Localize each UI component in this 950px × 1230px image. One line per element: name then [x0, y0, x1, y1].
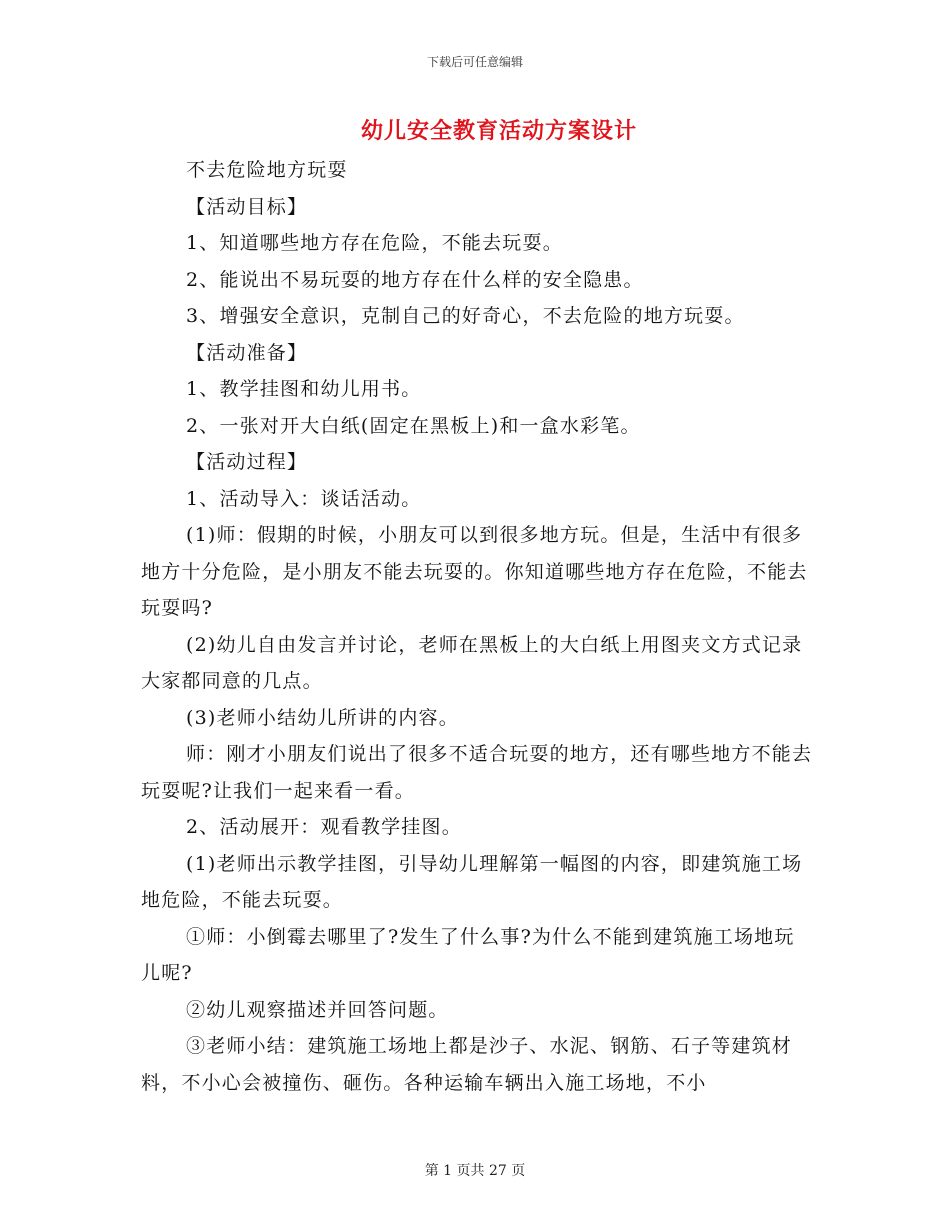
- list-item: 1、教学挂图和幼儿用书。: [186, 378, 422, 400]
- document-body: [141, 152, 813, 1101]
- paragraph: 不去危险地方玩耍: [186, 159, 348, 181]
- paragraph: ①师：小倒霉去哪里了?发生了什么事?为什么不能到建筑施工场地玩儿呢?: [141, 925, 795, 984]
- section-heading-goals: 【活动目标】: [186, 195, 308, 218]
- header-note: 下载后可任意编辑: [426, 55, 523, 69]
- list-item: 1、活动导入：谈话活动。: [186, 487, 422, 510]
- paragraph: ②幼儿观察描述并回答问题。: [186, 998, 449, 1021]
- document-title: 幼儿安全教育活动方案设计: [360, 118, 637, 144]
- paragraph: ③老师小结：建筑施工场地上都是沙子、水泥、钢筋、石子等建筑材料，不小心会被撞伤、砸伤。各种运输车辆出入施工场地，不小: [141, 1035, 793, 1094]
- list-item: 2、一张对开大白纸(固定在黑板上)和一盒水彩笔。: [186, 414, 641, 437]
- page-number: 第 1 页共 27 页: [424, 1163, 526, 1179]
- list-item: 2、活动展开：观看教学挂图。: [186, 816, 462, 838]
- section-heading-process: 【活动过程】: [186, 451, 308, 473]
- paragraph: (1)老师出示教学挂图，引导幼儿理解第一幅图的内容，即建筑施工场地危险，不能去玩耍。: [141, 852, 803, 911]
- list-item: 3、增强安全意识，克制自己的好奇心，不去危险的地方玩耍。: [186, 305, 745, 327]
- paragraph: (3)老师小结幼儿所讲的内容。: [186, 706, 459, 729]
- paragraph: 师：刚才小朋友们说出了很多不适合玩耍的地方，还有哪些地方不能去玩耍呢?让我们一起来看一看。: [141, 743, 813, 802]
- paragraph: (2)幼儿自由发言并讨论，老师在黑板上的大白纸上用图夹文方式记录大家都同意的几点。: [141, 633, 803, 692]
- paragraph: (1)师：假期的时候，小朋友可以到很多地方玩。但是，生活中有很多地方十分危险，是小朋友不能去玩耍的。你知道哪些地方存在危险，不能去玩耍吗?: [141, 524, 808, 619]
- list-item: 2、能说出不易玩耍的地方存在什么样的安全隐患。: [186, 268, 644, 291]
- list-item: 1、知道哪些地方存在危险，不能去玩耍。: [186, 232, 563, 254]
- section-heading-preparation: 【活动准备】: [186, 341, 308, 364]
